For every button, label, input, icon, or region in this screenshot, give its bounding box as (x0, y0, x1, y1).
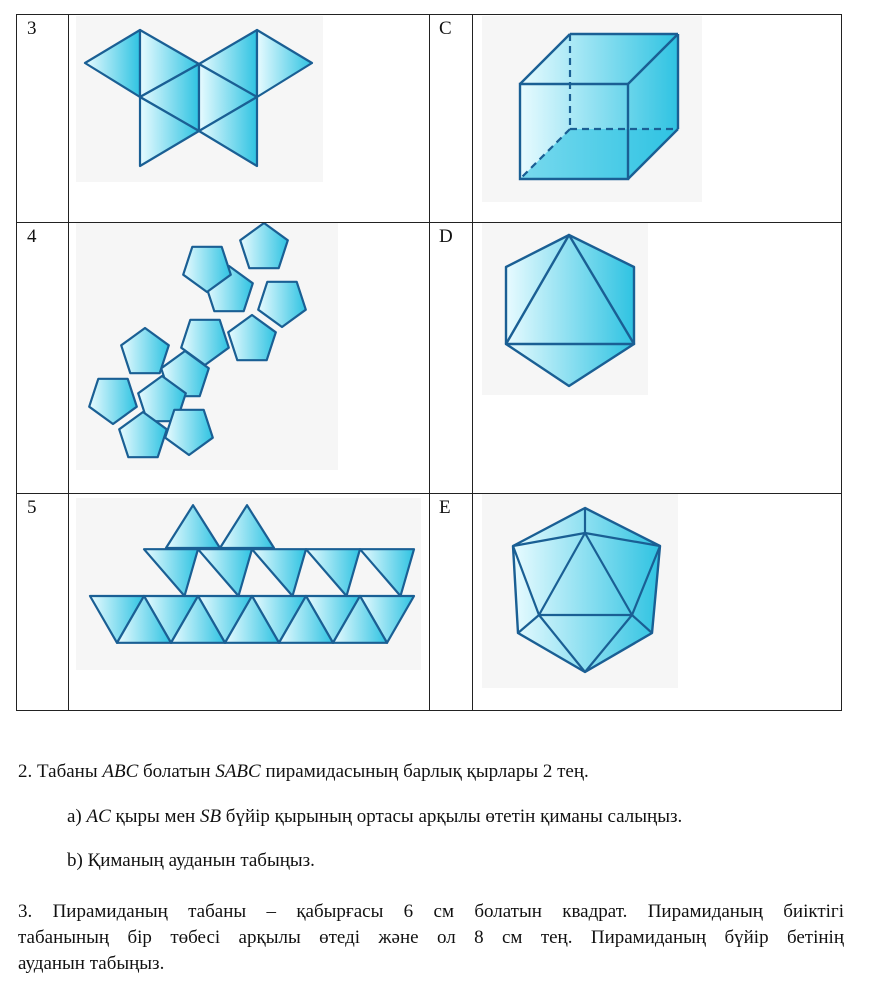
triangle-face (306, 549, 360, 596)
polyhedra-table (16, 14, 842, 711)
task-2-statement: 2. Табаны ABC болатын SABC пирамидасының барлық қырлары 2 тең. (18, 761, 589, 782)
pentagon-face (258, 282, 306, 327)
row-number: 4 (27, 226, 37, 247)
pentagon-face (165, 410, 213, 455)
triangle-face (220, 505, 274, 548)
row-letter: E (439, 497, 451, 518)
task-2-part-a: а) AC қыры мен SB бүйір қырының ортасы арқылы өтетін қиманы салыңыз. (67, 806, 683, 827)
dodecahedron-net-icon (76, 223, 338, 470)
pentagon-face (89, 379, 137, 424)
triangle-face (198, 549, 252, 596)
cube-icon (482, 16, 702, 202)
task-3-statement: 3. Пирамиданың табаны – қабырғасы 6 см болатын квадрат. Пирамиданың биіктігі табанының бір төбесі арқылы өтеді және ол 8 см тең. Пирамиданың бүйір бетінің ауданын табыңыз. (18, 901, 844, 974)
row-letter: D (439, 226, 453, 247)
pentagon-face (228, 315, 276, 360)
triangle-face (166, 505, 220, 548)
octahedron-icon (482, 223, 648, 395)
icosahedron-icon (482, 494, 678, 688)
pentagon-face (121, 328, 169, 373)
icosahedron-net-icon (76, 498, 421, 670)
task-2-part-b: b) Қиманың ауданын табыңыз. (67, 850, 315, 871)
row-number: 5 (27, 497, 37, 518)
triangle-face (144, 549, 198, 596)
row-letter: C (439, 18, 452, 39)
triangle-face (360, 549, 414, 596)
triangle-face (252, 549, 306, 596)
row-number: 3 (27, 18, 37, 39)
pentagon-face (240, 223, 288, 268)
triangle-net-icon (76, 16, 323, 182)
